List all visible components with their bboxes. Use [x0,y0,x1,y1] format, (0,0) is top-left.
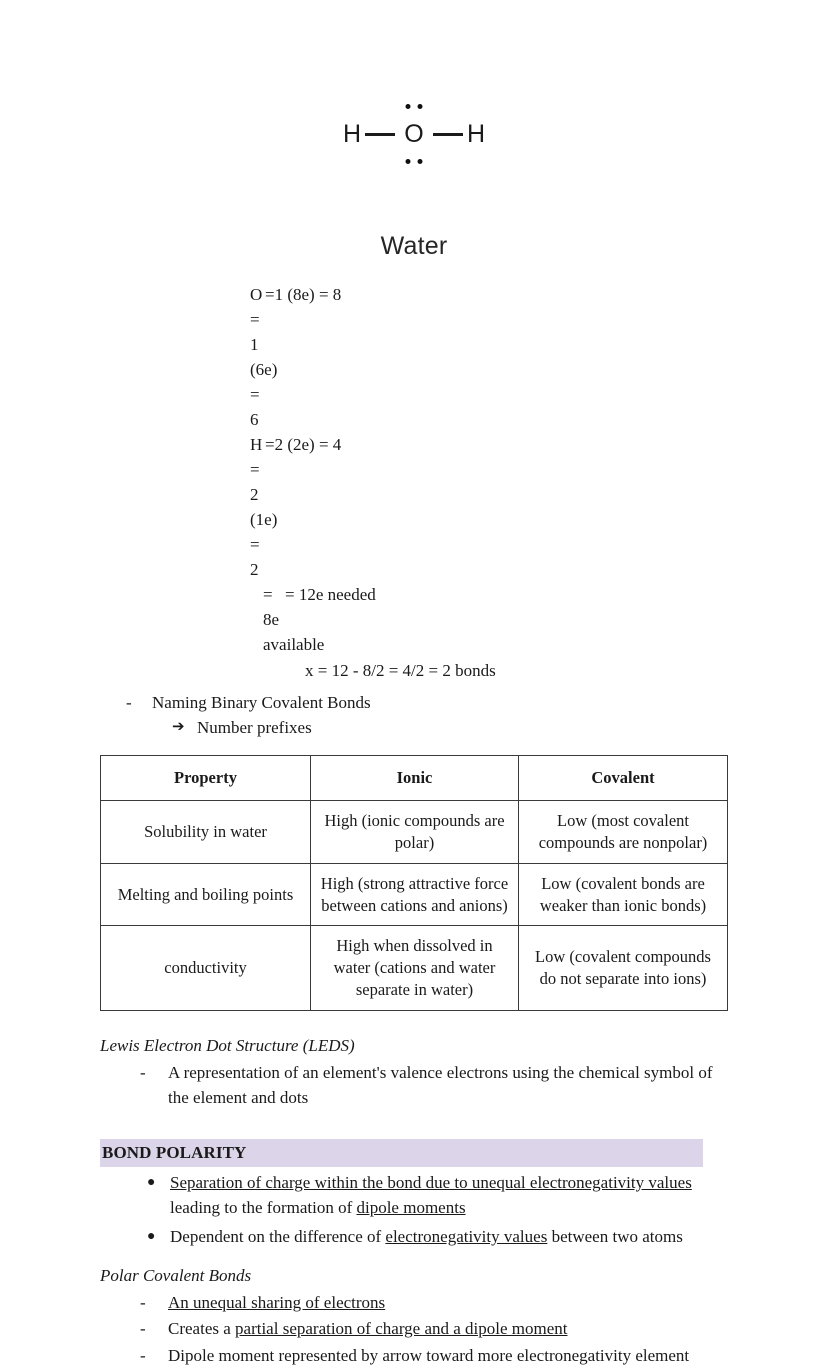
bond-polarity-heading: BOND POLARITY [100,1139,703,1167]
polar-covalent-item-2 [168,1316,728,1342]
calc-needed-hydrogen: =2 (2e) = 4 [265,434,342,454]
calc-available-oxygen: O = 1 (6e) = 6 [250,285,278,429]
list-item [100,1316,728,1342]
underlined-phrase: partial separation of charge and a dipole moment [235,1319,568,1339]
lone-pair-bottom [406,159,423,164]
atom-label-oxygen: O [404,119,424,148]
calc-total-needed: = 12e needed [285,584,376,604]
atom-label-hydrogen-left: H [342,119,361,148]
table-cell: High (strong attractive force between cations and anions) [311,863,519,926]
leds-heading: Lewis Electron Dot Structure (LEDS) [100,1036,355,1056]
polar-covalent-section [0,1263,828,1368]
leds-definition-text: A representation of an element's valence electrons using the chemical symbol of the element and dots [168,1062,713,1108]
table-header-cell: Ionic [311,755,519,800]
bond-line-right [433,133,463,136]
lewis-structure-diagram [0,96,828,172]
bond-polarity-section [0,1170,828,1250]
plain-phrase: Dependent on the difference of [170,1226,386,1246]
bond-polarity-bullet-2 [170,1224,728,1250]
list-item [100,1343,728,1368]
list-item [0,715,828,741]
oxygen-atom-group [399,96,429,172]
dash-marker: - [140,1345,146,1365]
dash-marker: - [140,1062,146,1082]
list-item [0,690,828,716]
naming-item-label: Naming Binary Covalent Bonds [152,692,371,712]
page-title: Water [380,232,448,260]
table-cell: Melting and boiling points [101,863,311,926]
underlined-phrase: dipole moments [356,1198,466,1218]
electron-dot [418,159,423,164]
plain-phrase: Creates a [168,1319,236,1339]
polar-covalent-item-3 [168,1343,728,1368]
polar-covalent-item-1 [168,1290,728,1316]
electron-calculation-block [0,283,828,684]
plain-phrase: leading to the formation of [170,1198,357,1218]
dash-marker: - [126,692,132,712]
table-row [101,800,728,863]
dash-marker: - [140,1319,146,1339]
calc-available-hydrogen: H = 2 (1e) = 2 [250,434,278,579]
underlined-phrase: Separation of charge within the bond due to unequal electronegativity values [170,1172,692,1192]
table-cell: Low (covalent bonds are weaker than ionic bonds) [519,863,728,926]
underlined-phrase: electronegativity values [385,1226,548,1246]
plain-phrase: between two atoms [547,1226,683,1246]
bond-line-left [365,133,395,136]
electron-dot [418,104,423,109]
plain-phrase: Dipole moment represented by arrow toward more electronegativity element [168,1345,690,1365]
list-item [100,1170,728,1221]
electron-dot [406,159,411,164]
calc-bond-formula: x = 12 - 8/2 = 4/2 = 2 bonds [305,660,496,680]
electron-dot [406,104,411,109]
leds-section [0,1033,828,1111]
calc-row [0,583,828,658]
bullet-marker: ● [147,1228,156,1244]
table-header-row [101,755,728,800]
comparison-table-wrapper [0,755,828,1012]
naming-list [0,690,828,741]
ionic-covalent-comparison-table [100,755,728,1012]
bond-polarity-bullet-1 [170,1170,728,1221]
table-row [101,863,728,926]
calc-row [0,283,828,433]
dash-marker: - [140,1292,146,1312]
lone-pair-top [406,104,423,109]
list-item [100,1224,728,1250]
calc-row [0,433,828,583]
naming-subitem-label: Number prefixes [197,718,312,738]
table-cell: High (ionic compounds are polar) [311,800,519,863]
table-row [101,926,728,1011]
table-cell: Solubility in water [101,800,311,863]
bullet-marker: ● [147,1174,156,1190]
list-item [100,1060,728,1111]
polar-covalent-heading: Polar Covalent Bonds [100,1266,252,1286]
underlined-phrase: An unequal sharing of electrons [168,1292,386,1312]
table-cell: Low (most covalent compounds are nonpolar) [519,800,728,863]
list-item [100,1290,728,1316]
table-cell: conductivity [101,926,311,1011]
table-cell: Low (covalent compounds do not separate into ions) [519,926,728,1011]
calc-total-available: = 8e available [263,584,325,654]
table-header-cell: Covalent [519,755,728,800]
arrow-right-icon: ➔ [172,717,185,736]
table-header-cell: Property [101,755,311,800]
atom-label-hydrogen-right: H [467,119,486,148]
table-cell: High when dissolved in water (cations and water separate in water) [311,926,519,1011]
calc-needed-oxygen: =1 (8e) = 8 [265,285,342,304]
